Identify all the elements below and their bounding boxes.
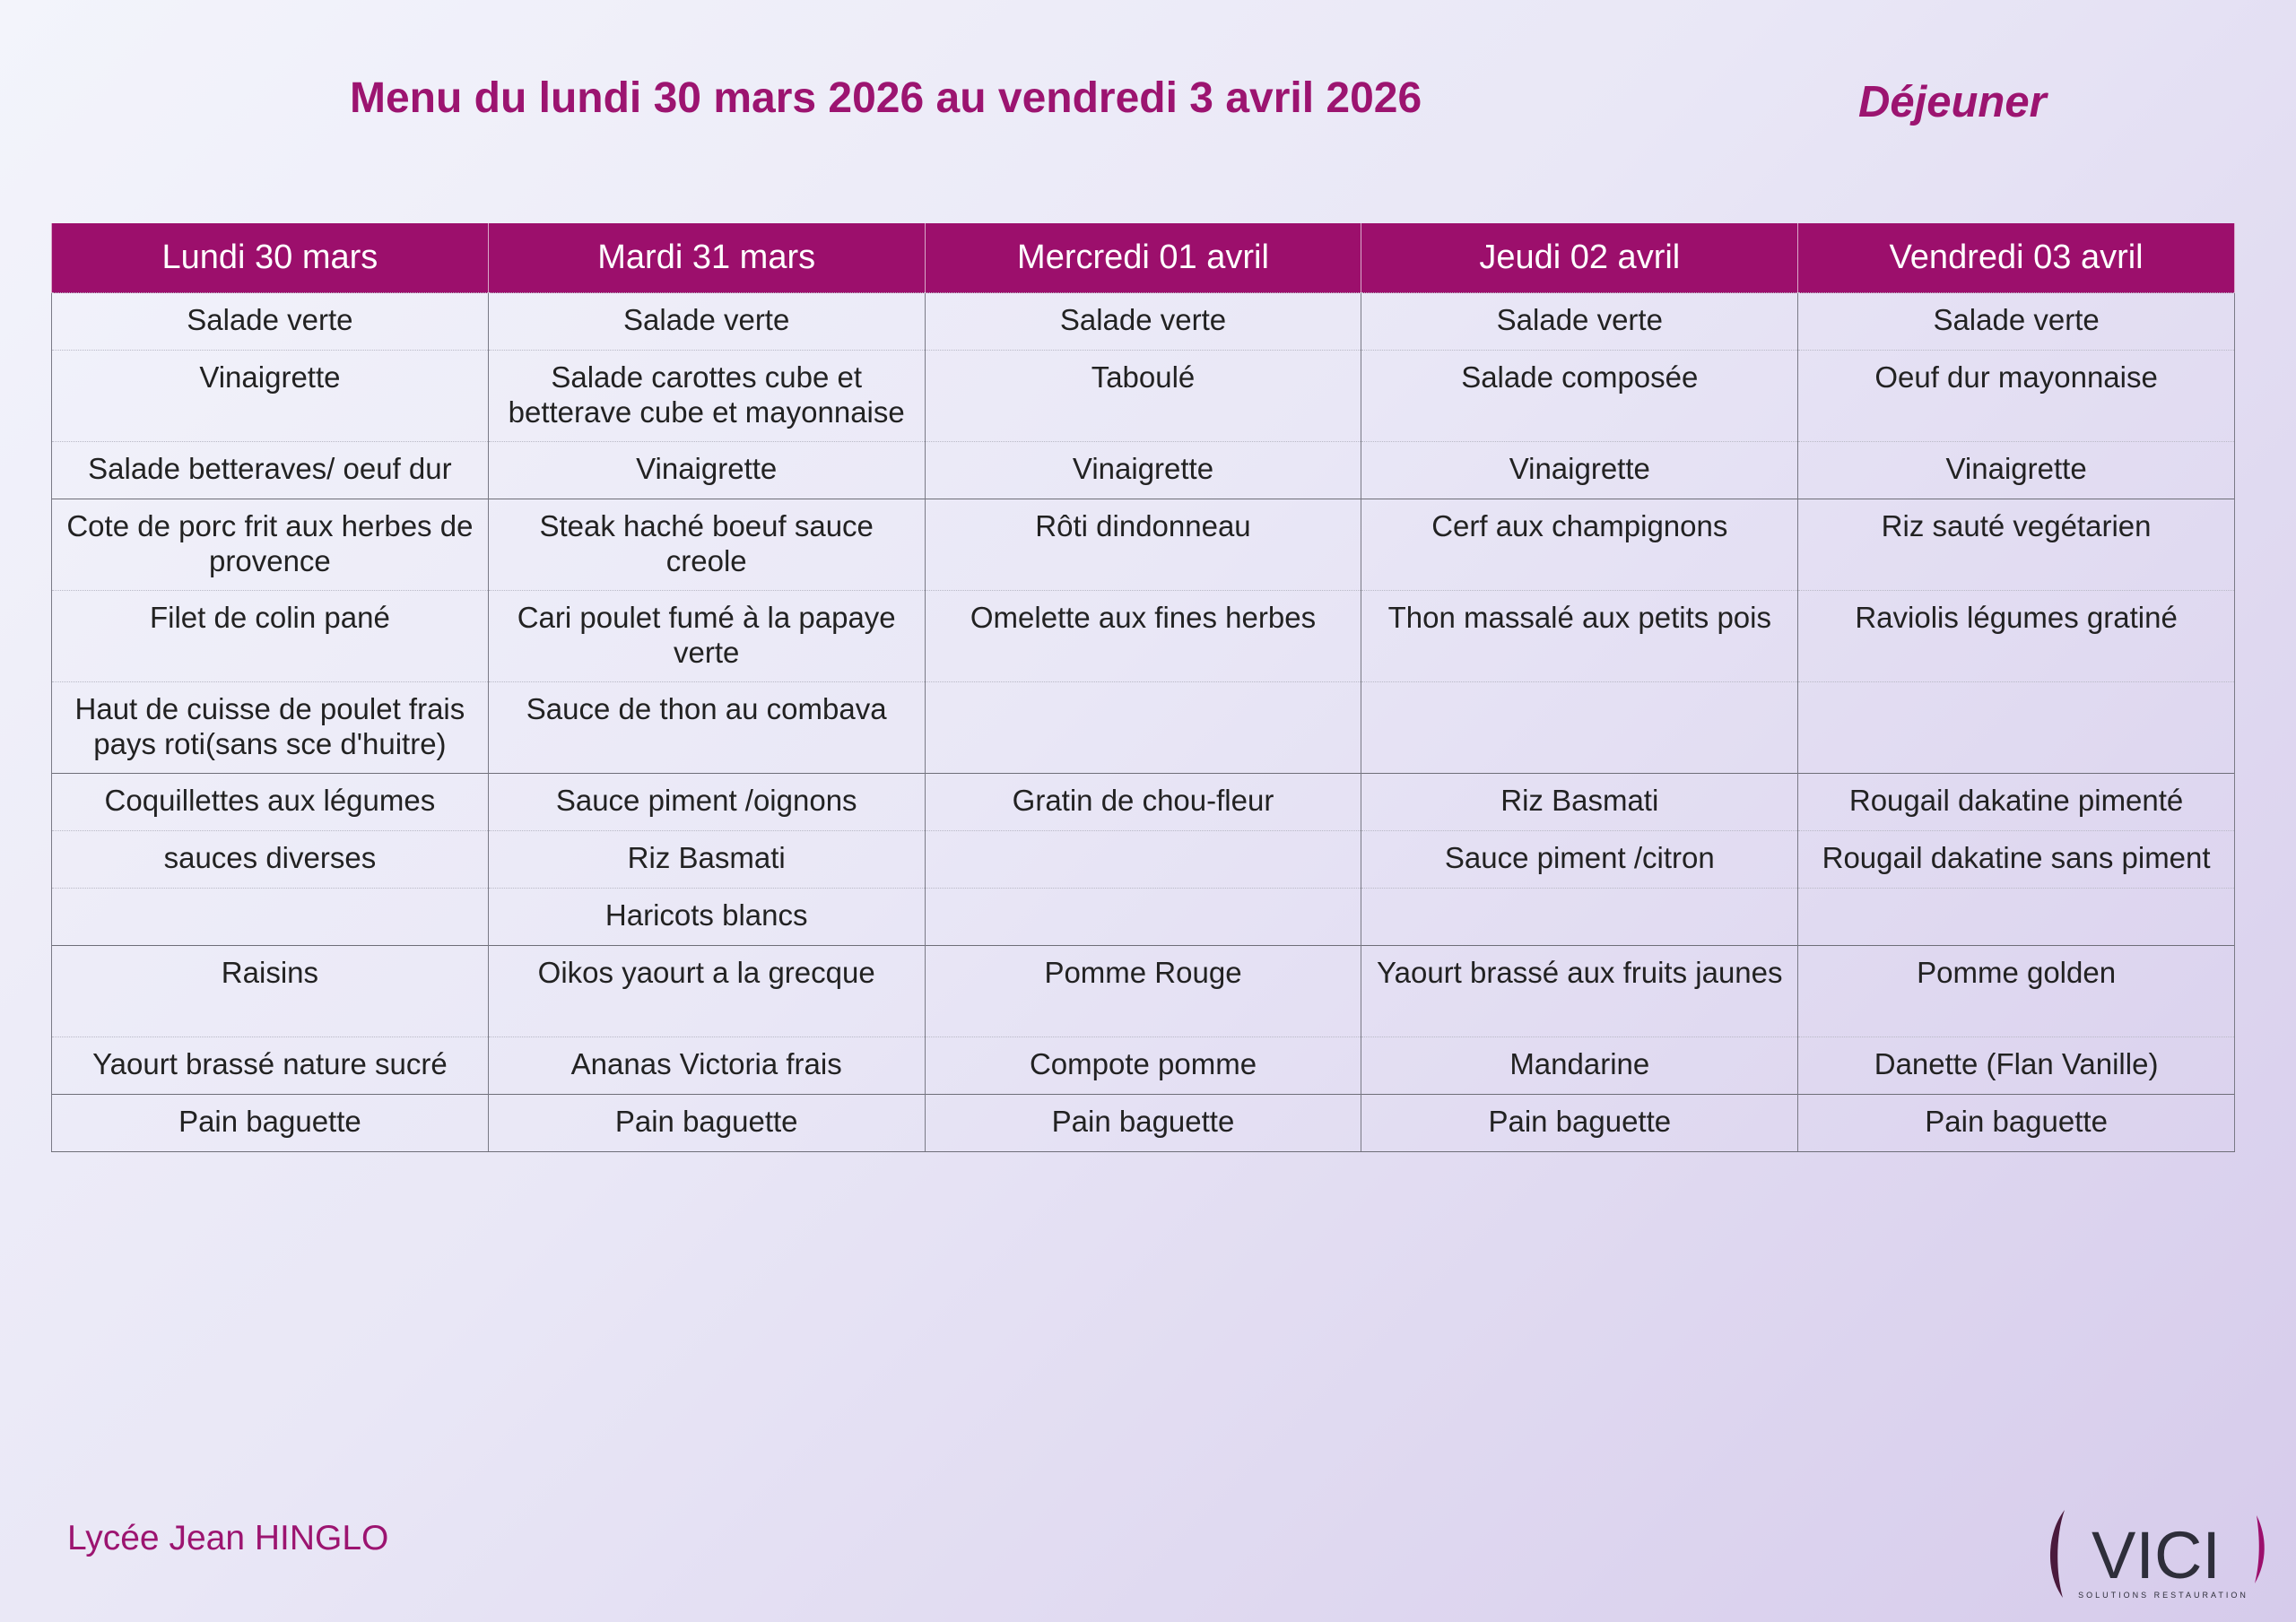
menu-cell: Thon massalé aux petits pois xyxy=(1361,591,1798,682)
menu-cell: Oikos yaourt a la grecque xyxy=(488,946,925,1037)
menu-cell: Cari poulet fumé à la papaye verte xyxy=(488,591,925,682)
table-row xyxy=(52,293,2235,351)
menu-cell: Riz Basmati xyxy=(488,831,925,889)
menu-cell: Ananas Victoria frais xyxy=(488,1037,925,1095)
menu-cell: Raisins xyxy=(52,946,489,1037)
menu-cell: sauces diverses xyxy=(52,831,489,889)
menu-cell xyxy=(1361,889,1798,946)
menu-cell: Pain baguette xyxy=(925,1095,1361,1152)
day-header: Lundi 30 mars xyxy=(52,223,489,293)
menu-cell: Taboulé xyxy=(925,351,1361,442)
menu-cell xyxy=(925,889,1361,946)
menu-cell: Riz sauté vegétarien xyxy=(1798,499,2235,591)
menu-cell xyxy=(1798,889,2235,946)
table-row xyxy=(52,889,2235,946)
table-row xyxy=(52,946,2235,1037)
menu-cell: Pain baguette xyxy=(1798,1095,2235,1152)
menu-cell xyxy=(1798,682,2235,774)
menu-cell: Haut de cuisse de poulet frais pays roti(sans sce d'huitre) xyxy=(52,682,489,774)
menu-cell: Salade verte xyxy=(488,293,925,351)
table-row xyxy=(52,682,2235,774)
menu-cell: Pain baguette xyxy=(52,1095,489,1152)
menu-cell: Pain baguette xyxy=(488,1095,925,1152)
table-row xyxy=(52,774,2235,831)
table-row xyxy=(52,351,2235,442)
day-header-row xyxy=(52,223,2235,293)
table-row xyxy=(52,1037,2235,1095)
day-header: Vendredi 03 avril xyxy=(1798,223,2235,293)
logo-wordmark: VICI xyxy=(2092,1518,2221,1592)
table-row xyxy=(52,591,2235,682)
menu-cell: Pomme golden xyxy=(1798,946,2235,1037)
menu-cell: Vinaigrette xyxy=(52,351,489,442)
menu-cell: Compote pomme xyxy=(925,1037,1361,1095)
meal-label: Déjeuner xyxy=(1858,78,2047,126)
menu-cell xyxy=(52,889,489,946)
menu-cell: Salade verte xyxy=(52,293,489,351)
menu-cell: Vinaigrette xyxy=(1361,442,1798,499)
menu-cell: Danette (Flan Vanille) xyxy=(1798,1037,2235,1095)
menu-cell: Mandarine xyxy=(1361,1037,1798,1095)
day-header: Mercredi 01 avril xyxy=(925,223,1361,293)
table-row xyxy=(52,499,2235,591)
menu-cell xyxy=(925,831,1361,889)
menu-cell: Cote de porc frit aux herbes de provence xyxy=(52,499,489,591)
menu-cell: Riz Basmati xyxy=(1361,774,1798,831)
vici-logo xyxy=(2041,1506,2274,1601)
menu-table xyxy=(51,223,2235,1152)
table-row xyxy=(52,1095,2235,1152)
menu-cell: Vinaigrette xyxy=(1798,442,2235,499)
day-header: Jeudi 02 avril xyxy=(1361,223,1798,293)
menu-cell: Raviolis légumes gratiné xyxy=(1798,591,2235,682)
menu-cell: Rôti dindonneau xyxy=(925,499,1361,591)
menu-cell: Salade carottes cube et betterave cube et mayonnaise xyxy=(488,351,925,442)
logo-tagline: SOLUTIONS RESTAURATION xyxy=(2078,1591,2248,1600)
menu-cell xyxy=(925,682,1361,774)
menu-cell: Vinaigrette xyxy=(488,442,925,499)
school-name: Lycée Jean HINGLO xyxy=(67,1519,389,1557)
menu-cell: Vinaigrette xyxy=(925,442,1361,499)
table-row xyxy=(52,442,2235,499)
menu-cell: Salade verte xyxy=(1798,293,2235,351)
menu-cell: Sauce piment /oignons xyxy=(488,774,925,831)
menu-cell: Steak haché boeuf sauce creole xyxy=(488,499,925,591)
menu-cell: Salade betteraves/ oeuf dur xyxy=(52,442,489,499)
menu-cell: Pomme Rouge xyxy=(925,946,1361,1037)
menu-cell: Filet de colin pané xyxy=(52,591,489,682)
menu-cell: Rougail dakatine pimenté xyxy=(1798,774,2235,831)
menu-cell: Gratin de chou-fleur xyxy=(925,774,1361,831)
menu-cell xyxy=(1361,682,1798,774)
menu-cell: Yaourt brassé nature sucré xyxy=(52,1037,489,1095)
menu-cell: Omelette aux fines herbes xyxy=(925,591,1361,682)
table-row xyxy=(52,831,2235,889)
page-title: Menu du lundi 30 mars 2026 au vendredi 3 avril 2026 xyxy=(350,74,1422,122)
menu-cell: Salade composée xyxy=(1361,351,1798,442)
menu-cell: Oeuf dur mayonnaise xyxy=(1798,351,2235,442)
menu-cell: Cerf aux champignons xyxy=(1361,499,1798,591)
menu-cell: Pain baguette xyxy=(1361,1095,1798,1152)
day-header: Mardi 31 mars xyxy=(488,223,925,293)
menu-cell: Sauce de thon au combava xyxy=(488,682,925,774)
menu-cell: Haricots blancs xyxy=(488,889,925,946)
menu-cell: Sauce piment /citron xyxy=(1361,831,1798,889)
menu-cell: Coquillettes aux légumes xyxy=(52,774,489,831)
menu-cell: Salade verte xyxy=(1361,293,1798,351)
menu-cell: Rougail dakatine sans piment xyxy=(1798,831,2235,889)
menu-cell: Yaourt brassé aux fruits jaunes xyxy=(1361,946,1798,1037)
menu-cell: Salade verte xyxy=(925,293,1361,351)
